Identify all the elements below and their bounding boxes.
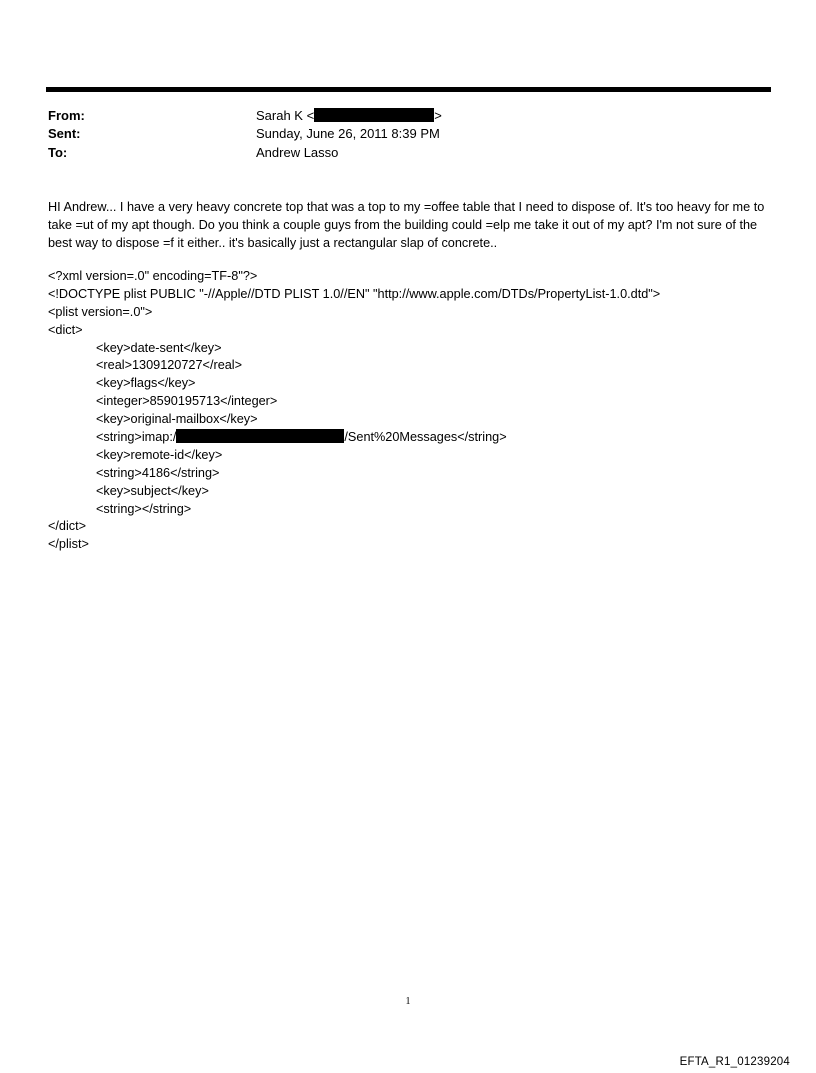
from-label: From: xyxy=(48,108,85,123)
plist-line: <!DOCTYPE plist PUBLIC "-//Apple//DTD PLIST 1.0//EN" "http://www.apple.com/DTDs/PropertyList-1.0.dtd"> xyxy=(48,286,661,301)
plist-line: <?xml version=.0" encoding=TF-8"?> xyxy=(48,269,258,283)
sent-label: Sent: xyxy=(48,126,81,141)
to-label: To: xyxy=(48,145,68,160)
from-value xyxy=(256,108,442,123)
plist-line: <key>flags</key> xyxy=(96,376,196,391)
from-suffix: > xyxy=(434,108,442,123)
plist-line: <integer>8590195713</integer> xyxy=(96,394,278,409)
plist-line: <key>date-sent</key> xyxy=(96,340,222,355)
page-number: 1 xyxy=(405,996,411,1007)
plist-line: <key>remote-id</key> xyxy=(96,447,223,462)
plist-line: <key>original-mailbox</key> xyxy=(96,412,258,427)
email-body xyxy=(48,198,773,252)
body-paragraph: HI Andrew... I have a very heavy concrete top that was a top to my =offee table that I need to dispose of. It's too heavy for me to take =ut of my apt though. Do you think a couple guys from the building could =elp me take it out of my apt? I'm not sure of the best way to dispose =f it either.. it's basically just a rectangular slap of concrete.. xyxy=(48,200,765,250)
plist-line-mailbox xyxy=(48,429,660,447)
plist-line: <string>4186</string> xyxy=(96,465,220,480)
plist-line: <key>subject</key> xyxy=(96,483,209,498)
from-name: Sarah K < xyxy=(256,108,315,123)
plist-line: <dict> xyxy=(48,322,83,337)
to-value: Andrew Lasso xyxy=(256,145,339,160)
plist-line: </dict> xyxy=(48,519,87,534)
plist-line: </plist> xyxy=(48,537,89,552)
redaction-block xyxy=(314,108,434,122)
document-id: EFTA_R1_01239204 xyxy=(679,1056,790,1068)
redaction-block xyxy=(176,429,344,443)
plist-line: <real>1309120727</real> xyxy=(96,358,243,373)
plist-line: <string></string> xyxy=(96,501,192,516)
mailbox-suffix: /Sent%20Messages</string> xyxy=(344,430,507,445)
mailbox-prefix: <string>imap:/ xyxy=(96,430,177,445)
header-rule xyxy=(46,87,771,92)
sent-value: Sunday, June 26, 2011 8:39 PM xyxy=(256,126,440,141)
plist-line: <plist version=.0"> xyxy=(48,304,153,319)
plist-block xyxy=(48,268,660,554)
